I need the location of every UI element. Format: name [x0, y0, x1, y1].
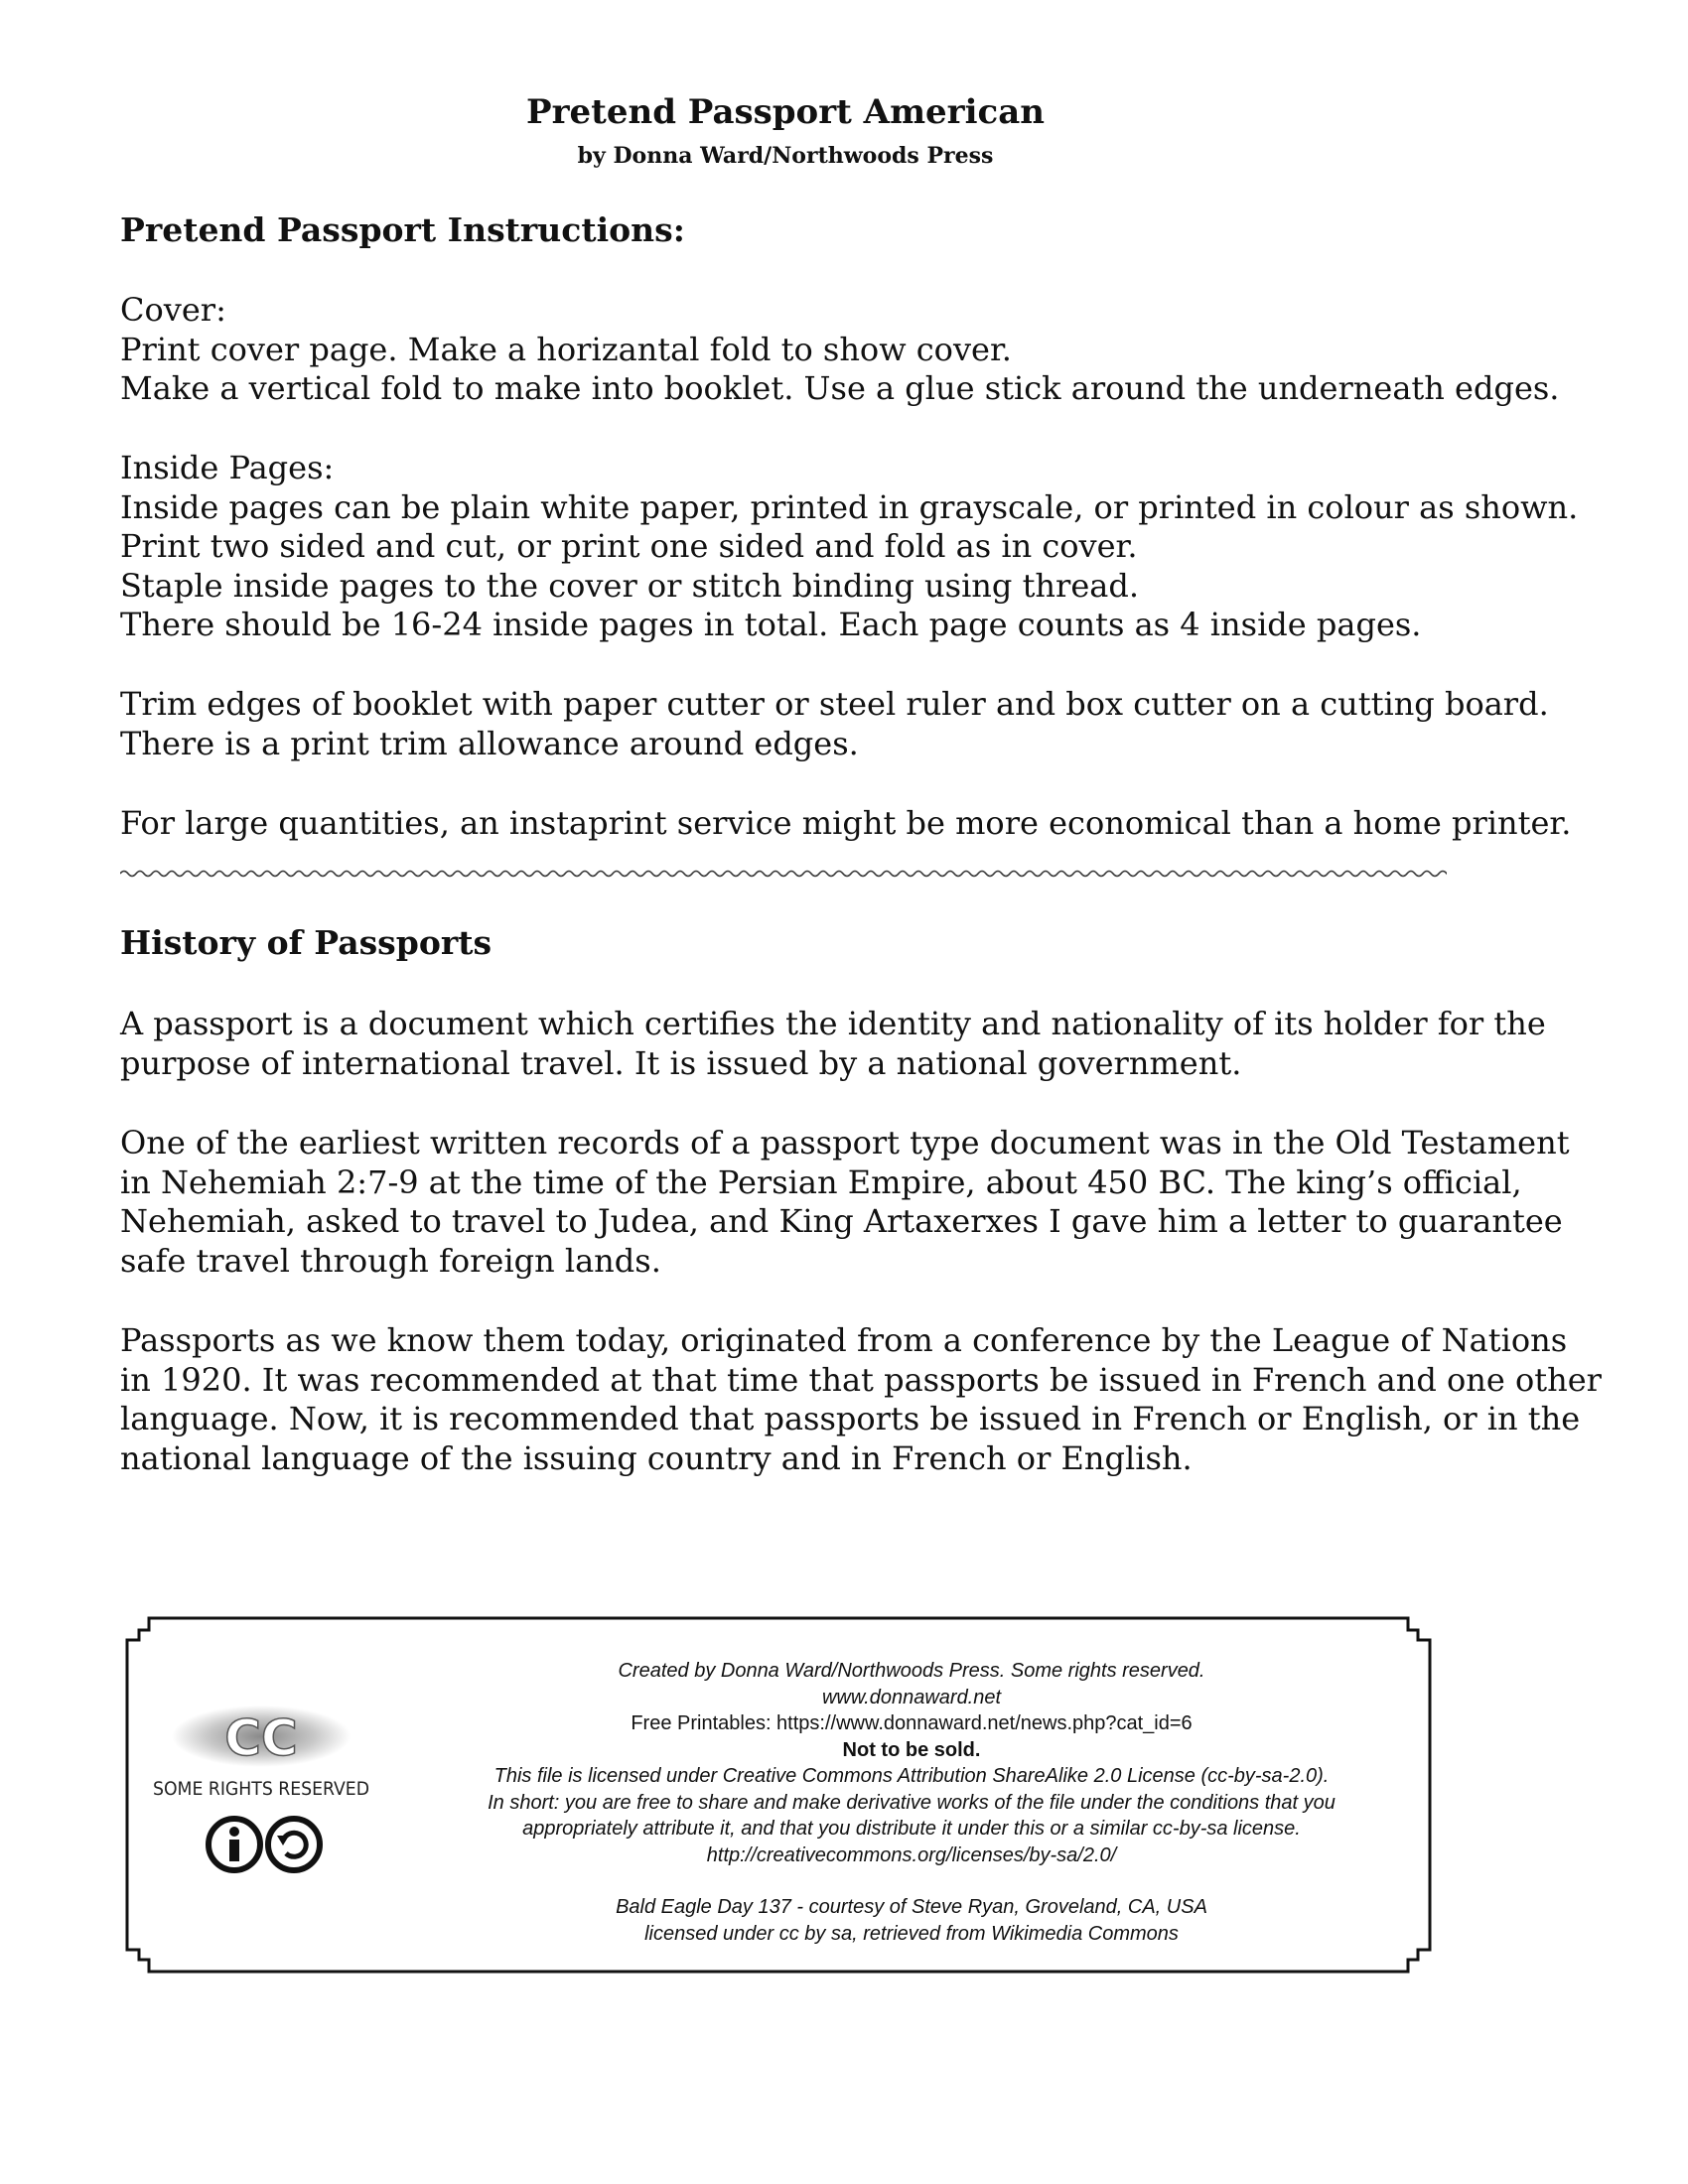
inside-pages-label: Inside Pages:: [120, 449, 335, 486]
creative-commons-logo: [147, 1706, 375, 1894]
quantities-note: [120, 804, 1572, 844]
history-paragraph-1: [120, 1005, 1546, 1083]
spacer: [415, 1868, 1408, 1894]
paragraph-line: language. Now, it is recommended that passports be issued in French or English, or in the: [120, 1400, 1581, 1437]
copyright-line: Created by Donna Ward/Northwoods Press. Some rights reserved.: [618, 1660, 1205, 1682]
instruction-line: Staple inside pages to the cover or stitch binding using thread.: [120, 566, 1139, 605]
history-paragraph-2: [120, 1124, 1570, 1281]
history-heading: History of Passports: [120, 923, 492, 962]
paragraph-line: One of the earliest written records of a passport type document was in the Old Testament: [120, 1124, 1570, 1161]
license-line: In short: you are free to share and make derivative works of the file under the conditions that you: [488, 1791, 1336, 1814]
license-line: This file is licensed under Creative Commons Attribution ShareAlike 2.0 License (cc-by-sa-2.0).: [493, 1765, 1330, 1787]
instruction-line: There should be 16-24 inside pages in total. Each page counts as 4 inside pages.: [120, 606, 1422, 643]
instruction-line: Make a vertical fold to make into booklet. Use a glue stick around the underneath edges.: [120, 369, 1560, 407]
instruction-line: There is a print trim allowance around edges.: [120, 724, 859, 762]
paragraph-line: in 1920. It was recommended at that time that passports be issued in French and one other: [120, 1360, 1602, 1399]
website-link[interactable]: www.donnaward.net: [821, 1686, 1002, 1708]
instruction-line: Print cover page. Make a horizantal fold to show cover.: [120, 330, 1012, 368]
image-credit-line: Bald Eagle Day 137 - courtesy of Steve Ryan, Groveland, CA, USA: [616, 1896, 1207, 1918]
instruction-line: For large quantities, an instaprint service might be more economical than a home printer.: [120, 804, 1572, 842]
license-line: appropriately attribute it, and that you distribute it under this or a similar cc-by-sa license.: [522, 1818, 1301, 1840]
paragraph-line: Passports as we know them today, originated from a conference by the League of Nations: [120, 1321, 1568, 1359]
history-paragraph-3: [120, 1321, 1602, 1478]
free-printables-link[interactable]: Free Printables: https://www.donnaward.net/news.php?cat_id=6: [631, 1712, 1193, 1734]
cc-rights-text: SOME RIGHTS RESERVED: [153, 1778, 369, 1800]
instruction-line: Print two sided and cut, or print one sided and fold as in cover.: [120, 527, 1138, 565]
license-text: [415, 1658, 1408, 1947]
paragraph-line: purpose of international travel. It is issued by a national government.: [120, 1043, 1242, 1082]
paragraph-line: Nehemiah, asked to travel to Judea, and King Artaxerxes I gave him a letter to guarantee: [120, 1202, 1563, 1240]
cover-instructions: [120, 291, 1560, 409]
instructions-heading: Pretend Passport Instructions:: [120, 210, 685, 249]
license-url-link[interactable]: http://creativecommons.org/licenses/by-sa/2.0/: [706, 1843, 1117, 1866]
page-title: Pretend Passport American: [526, 92, 1045, 132]
trim-instructions: [120, 685, 1549, 763]
wavy-divider: [120, 866, 1447, 882]
cover-label: Cover:: [120, 291, 226, 329]
cc-logo-text: CC: [224, 1709, 298, 1767]
not-for-sale-notice: Not to be sold.: [842, 1738, 981, 1761]
license-footer: [117, 1606, 1438, 1983]
byline: by Donna Ward/Northwoods Press: [577, 143, 994, 169]
instruction-line: Trim edges of booklet with paper cutter or steel ruler and box cutter on a cutting board.: [120, 685, 1549, 723]
image-credit-line: licensed under cc by sa, retrieved from Wikimedia Commons: [644, 1922, 1179, 1945]
paragraph-line: in Nehemiah 2:7-9 at the time of the Persian Empire, about 450 BC. The king’s official,: [120, 1162, 1522, 1201]
inside-pages-instructions: [120, 449, 1579, 645]
paragraph-line: A passport is a document which certifies the identity and nationality of its holder for the: [120, 1005, 1546, 1042]
share-alike-icon: [268, 1819, 320, 1870]
instruction-line: Inside pages can be plain white paper, printed in grayscale, or printed in colour as shown.: [120, 487, 1579, 526]
paragraph-line: national language of the issuing country and in French or English.: [120, 1438, 1193, 1477]
attribution-icon: [209, 1819, 260, 1870]
paragraph-line: safe travel through foreign lands.: [120, 1241, 661, 1280]
